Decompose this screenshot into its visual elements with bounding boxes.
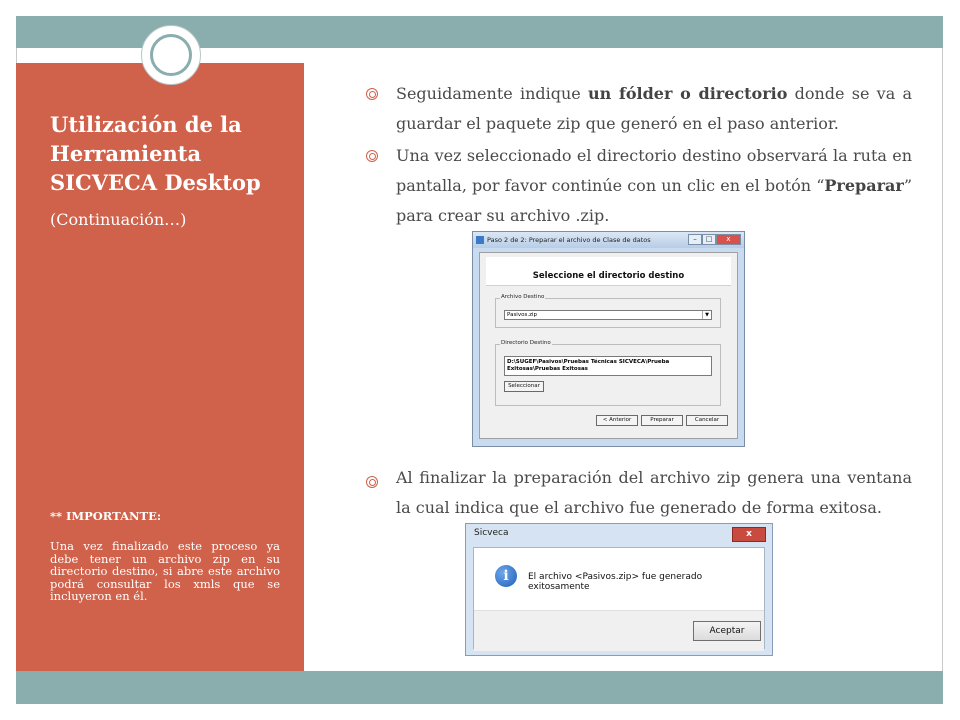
prepare-dialog [472, 231, 745, 447]
bullet-paragraph-3: Al finalizar la preparación del archivo zip genera una ventana la cual indica que el archivo fue generado de forma exitosa. [396, 468, 912, 517]
directorio-destino-group [495, 340, 721, 406]
app-icon [476, 236, 484, 244]
bullet-paragraph-1 [396, 79, 912, 139]
important-title: ** IMPORTANTE: [50, 509, 162, 523]
chevron-down-icon[interactable]: ▼ [702, 311, 711, 319]
success-message: El archivo <Pasivos.zip> fue generado exitosamente [528, 572, 703, 592]
decorative-circle-icon [141, 25, 201, 85]
cancelar-button[interactable]: Cancelar [686, 415, 728, 426]
anterior-button[interactable]: < Anterior [596, 415, 638, 426]
archivo-destino-label: Archivo Destino [501, 294, 545, 300]
close-icon[interactable]: x [716, 234, 741, 245]
directorio-destino-label: Directorio Destino [501, 340, 551, 346]
archivo-destino-value: Pasivos.zip [507, 312, 537, 318]
preparar-button[interactable]: Preparar [641, 415, 683, 426]
close-icon[interactable]: x [732, 527, 766, 542]
success-dialog-body [473, 547, 765, 649]
bottom-bar [16, 671, 943, 704]
minimize-icon[interactable]: – [688, 234, 702, 245]
aceptar-button[interactable]: Aceptar [693, 621, 761, 641]
success-dialog [465, 523, 773, 656]
bullet-icon [366, 88, 378, 100]
important-body: Una vez finalizado este proceso ya debe tener un archivo zip en su directorio destino, si abre este archivo podrá consultar los xmls que se incluyeron en él. [50, 539, 280, 603]
inner-ring [150, 34, 192, 76]
dialog-body [479, 252, 738, 439]
bullet-1-text: Seguidamente indique [396, 84, 588, 103]
seleccionar-button[interactable]: Seleccionar [504, 381, 544, 392]
success-dialog-footer [474, 610, 764, 651]
bullet-2-bold: Preparar [824, 176, 904, 195]
archivo-destino-group [495, 294, 721, 328]
success-dialog-title: Sicveca [474, 528, 509, 538]
slide-subtitle: (Continuación…) [50, 210, 187, 229]
bullet-1-bold: un fólder o directorio [588, 84, 788, 103]
bullet-icon [366, 476, 378, 488]
maximize-icon[interactable]: □ [702, 234, 716, 245]
bullet-paragraph-2 [396, 141, 912, 231]
dialog-heading: Seleccione el directorio destino [486, 257, 731, 286]
bullet-icon [366, 150, 378, 162]
bullet-1-text-end: donde se va a guardar el paquete zip que generó en el paso anterior. [396, 84, 913, 133]
dialog-title: Paso 2 de 2: Preparar el archivo de Clase de datos [487, 236, 651, 244]
bullet-2-text-end: ” para crear su archivo .zip. [396, 176, 912, 225]
slide-title: Utilización de la Herramienta SICVECA Desktop [50, 112, 261, 195]
archivo-destino-select[interactable] [504, 310, 712, 320]
directorio-destino-field[interactable]: D:\SUGEF\Pasivos\Pruebas Técnicas SICVECA\Prueba Exitosas\Pruebas Exitosas [504, 356, 712, 376]
info-icon: i [495, 565, 517, 587]
bullet-2-text: Una vez seleccionado el directorio destino observará la ruta en pantalla, por favor continúe con un clic en el botón “ [396, 146, 912, 195]
